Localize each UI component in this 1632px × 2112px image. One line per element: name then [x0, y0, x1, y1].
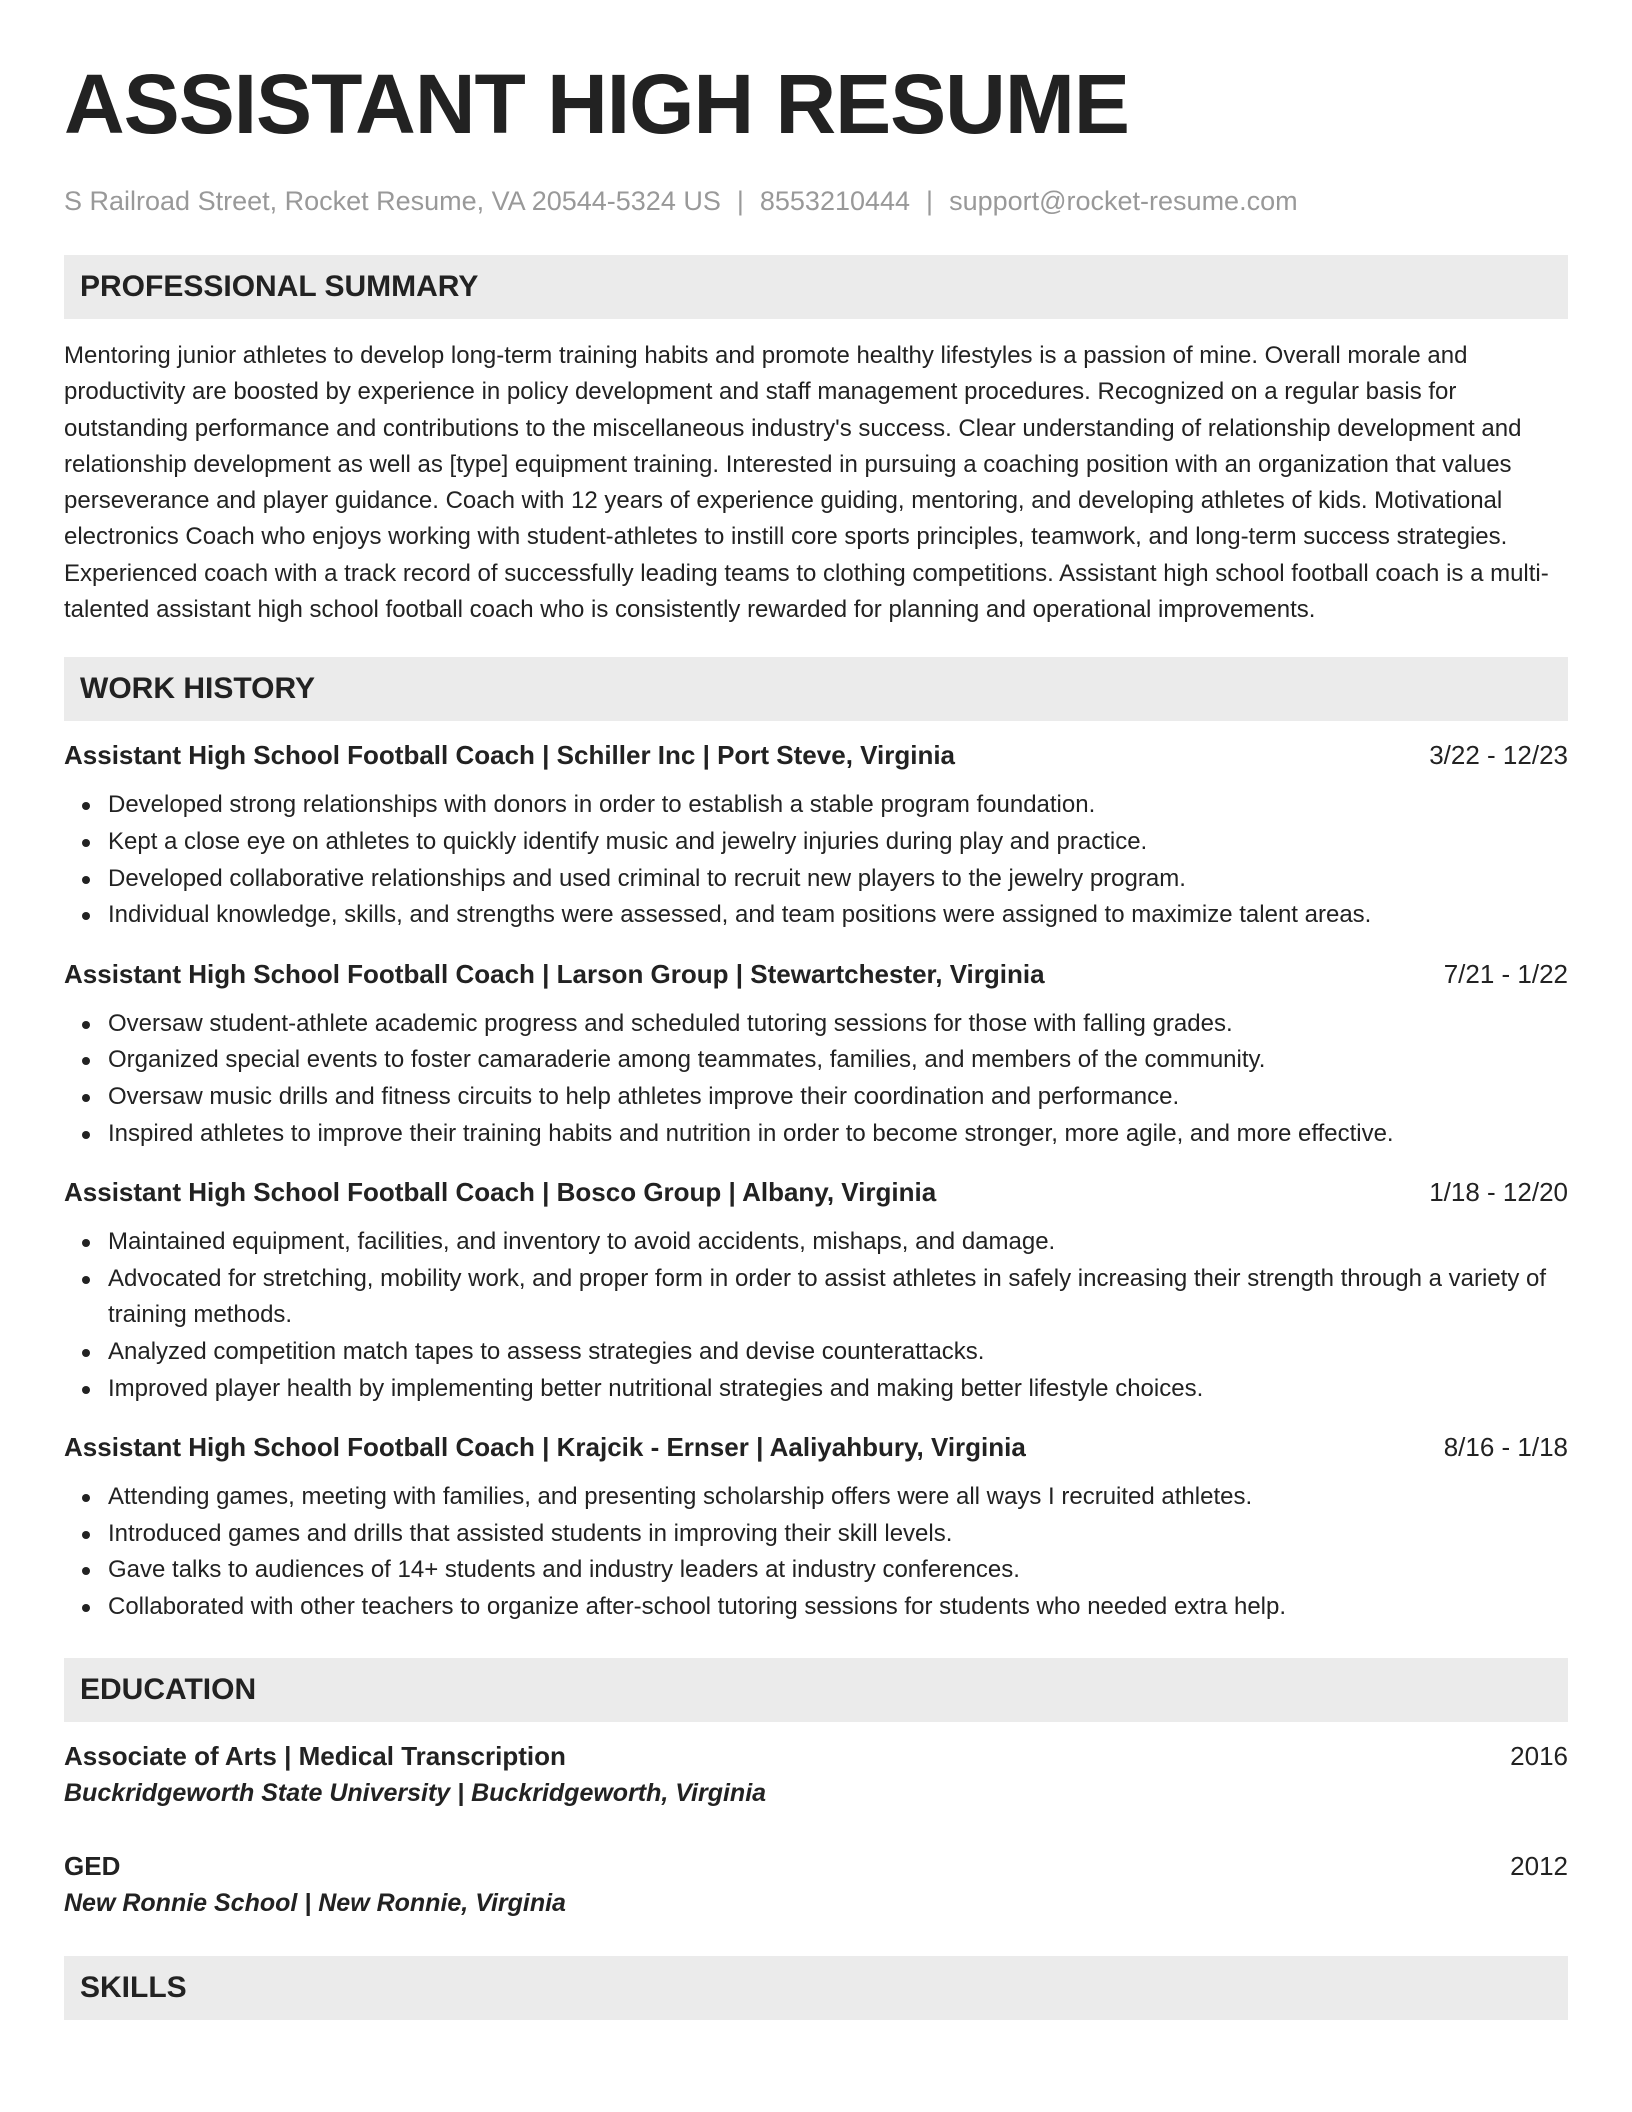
job-bullets	[64, 787, 1568, 933]
education-entry	[64, 1738, 1568, 1812]
contact-separator: |	[736, 186, 744, 216]
job-bullets	[64, 1479, 1568, 1625]
job-header	[64, 956, 1568, 992]
education-school: Buckridgeworth State University | Buckridgeworth, Virginia	[64, 1779, 767, 1808]
education-entry	[64, 1848, 1568, 1922]
job-bullet: Developed strong relationships with donors in order to establish a stable program foundation.	[108, 787, 1568, 824]
job-dates: 1/18 - 12/20	[1429, 1177, 1568, 1208]
job-bullet: Organized special events to foster camaraderie among teammates, families, and members of the community.	[108, 1042, 1568, 1079]
section-heading-education: EDUCATION	[64, 1658, 1568, 1722]
education-year: 2016	[1510, 1741, 1568, 1772]
job-dates: 7/21 - 1/22	[1443, 958, 1568, 989]
job-header	[64, 1174, 1568, 1210]
job-bullets	[64, 1006, 1568, 1152]
job-bullet: Introduced games and drills that assisted students in improving their skill levels.	[108, 1516, 1568, 1553]
job-bullet: Oversaw music drills and fitness circuits to help athletes improve their coordination and performance.	[108, 1079, 1568, 1116]
job-bullet: Inspired athletes to improve their training habits and nutrition in order to become stronger, more agile, and more effective.	[108, 1116, 1568, 1153]
section-heading-work: WORK HISTORY	[64, 657, 1568, 721]
job-bullet: Analyzed competition match tapes to assess strategies and devise counterattacks.	[108, 1334, 1568, 1371]
job-bullet: Gave talks to audiences of 14+ students and industry leaders at industry conferences.	[108, 1552, 1568, 1589]
job-entry	[64, 737, 1568, 933]
job-entry	[64, 956, 1568, 1152]
education-year: 2012	[1510, 1851, 1568, 1882]
job-bullet: Individual knowledge, skills, and strengths were assessed, and team positions were assigned to maximize talent areas.	[108, 897, 1568, 934]
job-title: Assistant High School Football Coach | Schiller Inc | Port Steve, Virginia	[64, 740, 956, 771]
job-bullet: Improved player health by implementing better nutritional strategies and making better lifestyle choices.	[108, 1371, 1568, 1408]
job-header	[64, 1429, 1568, 1465]
section-heading-skills: SKILLS	[64, 1956, 1568, 2020]
education-school: New Ronnie School | New Ronnie, Virginia	[64, 1889, 566, 1918]
job-title: Assistant High School Football Coach | Krajcik - Ernser | Aaliyahbury, Virginia	[64, 1432, 1026, 1463]
job-bullet: Attending games, meeting with families, and presenting scholarship offers were all ways I recruited athletes.	[108, 1479, 1568, 1516]
contact-separator: |	[926, 186, 934, 216]
job-dates: 8/16 - 1/18	[1443, 1432, 1568, 1463]
education-degree: GED	[64, 1851, 121, 1882]
job-bullet: Advocated for stretching, mobility work, and proper form in order to assist athletes in safely increasing their strength through a variety of training methods.	[108, 1261, 1568, 1334]
section-heading-summary: PROFESSIONAL SUMMARY	[64, 255, 1568, 319]
contact-phone: 8553210444	[759, 186, 911, 216]
education-header	[64, 1738, 1568, 1774]
job-title: Assistant High School Football Coach | Bosco Group | Albany, Virginia	[64, 1177, 937, 1208]
education-degree: Associate of Arts | Medical Transcription	[64, 1741, 566, 1772]
resume-name: ASSISTANT HIGH RESUME	[64, 57, 1129, 151]
job-bullets	[64, 1224, 1568, 1407]
job-dates: 3/22 - 12/23	[1429, 740, 1568, 771]
education-header	[64, 1848, 1568, 1884]
summary-text: Mentoring junior athletes to develop long-term training habits and promote healthy lifestyles is a passion of mine. Overall morale and productivity are boosted by experience in policy development and staff management procedures. Recognized on a regular basis for outstanding performance and contributions to the miscellaneous industry's success. Clear understanding of relationship development and relationship development as well as [type] equipment training. Interested in pursuing a coaching position with an organization that values perseverance and player guidance. Coach with 12 years of experience guiding, mentoring, and developing athletes of kids. Motivational electronics Coach who enjoys working with student-athletes to instill core sports principles, teamwork, and long-term success strategies. Experienced coach with a track record of successfully leading teams to clothing competitions. Assistant high school football coach is a multi-talented assistant high school football coach who is consistently rewarded for planning and operational improvements.	[64, 342, 1549, 624]
job-bullet: Kept a close eye on athletes to quickly identify music and jewelry injuries during play and practice.	[108, 824, 1568, 861]
job-title: Assistant High School Football Coach | Larson Group | Stewartchester, Virginia	[64, 958, 1045, 989]
job-header	[64, 737, 1568, 773]
job-bullet: Oversaw student-athlete academic progress and scheduled tutoring sessions for those with falling grades.	[108, 1006, 1568, 1043]
contact-line	[64, 184, 1568, 218]
job-entry	[64, 1429, 1568, 1625]
job-entry	[64, 1174, 1568, 1407]
job-bullet: Developed collaborative relationships and used criminal to recruit new players to the jewelry program.	[108, 861, 1568, 898]
job-bullet: Maintained equipment, facilities, and inventory to avoid accidents, mishaps, and damage.	[108, 1224, 1568, 1261]
contact-email: support@rocket-resume.com	[949, 186, 1298, 216]
contact-address: S Railroad Street, Rocket Resume, VA 20544-5324 US	[64, 186, 721, 216]
job-bullet: Collaborated with other teachers to organize after-school tutoring sessions for students who needed extra help.	[108, 1589, 1568, 1626]
